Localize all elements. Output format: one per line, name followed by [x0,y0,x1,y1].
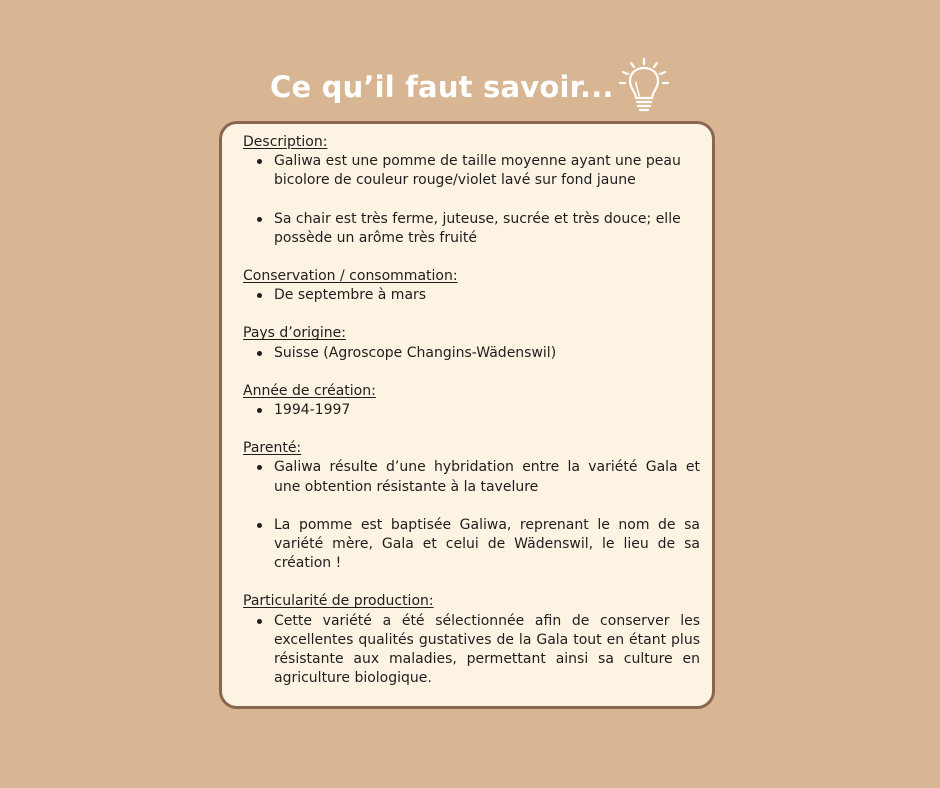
list-item [243,458,700,496]
bullet-icon [257,619,262,624]
bullet-icon [257,217,262,222]
bullet-list [243,612,700,689]
section-conservation [243,267,700,305]
section-title: Parenté: [243,440,302,457]
bullet-icon [257,293,262,298]
list-item-text: Suisse (Agroscope Changins-Wädenswil) [274,344,557,361]
bullet-icon [257,523,262,528]
section-parente [243,439,700,573]
list-item [243,286,700,305]
bullet-list [243,401,700,420]
list-item [243,401,700,420]
info-card [219,121,715,709]
section-origine [243,324,700,362]
list-item-text: La pomme est baptisée Galiwa, reprenant le nom de sa variété mère, Gala et celui de Wädenswil, le lieu de sa création ! [274,516,700,572]
section-description [243,133,700,248]
bullet-icon [257,465,262,470]
list-item [243,612,700,689]
header [0,58,940,118]
bullet-icon [257,159,262,164]
list-item-text: 1994-1997 [274,402,351,419]
section-title: Pays d’origine: [243,325,346,342]
list-item [243,152,700,190]
list-item-text: Sa chair est très ferme, juteuse, sucrée et très douce; elle possède un arôme très fruité [274,210,681,246]
bullet-icon [257,351,262,356]
section-production [243,592,700,688]
bullet-icon [257,408,262,413]
lightbulb-icon [614,58,674,114]
bullet-list [243,344,700,363]
list-item [243,210,700,248]
list-item-text: Galiwa est une pomme de taille moyenne ayant une peau bicolore de couleur rouge/violet lavé sur fond jaune [274,153,681,189]
list-item-text: De septembre à mars [274,287,427,304]
section-title: Année de création: [243,382,376,399]
section-title: Particularité de production: [243,593,434,610]
bullet-list [243,152,700,248]
list-item [243,516,700,574]
section-title: Description: [243,134,328,150]
bullet-list [243,286,700,305]
section-title: Conservation / consommation: [243,268,458,285]
card-content [243,133,700,688]
section-annee [243,382,700,420]
list-item-text: Cette variété a été sélectionnée afin de conserver les excellentes qualités gustatives de la Gala tout en étant plus résistante aux maladies, permettant ainsi sa culture en agriculture biologique. [274,612,700,687]
list-item-text: Galiwa résulte d’une hybridation entre la variété Gala et une obtention résistante à la tavelure [274,459,700,495]
page-title: Ce qu’il faut savoir... [270,70,614,104]
list-item [243,344,700,363]
bullet-list [243,458,700,573]
